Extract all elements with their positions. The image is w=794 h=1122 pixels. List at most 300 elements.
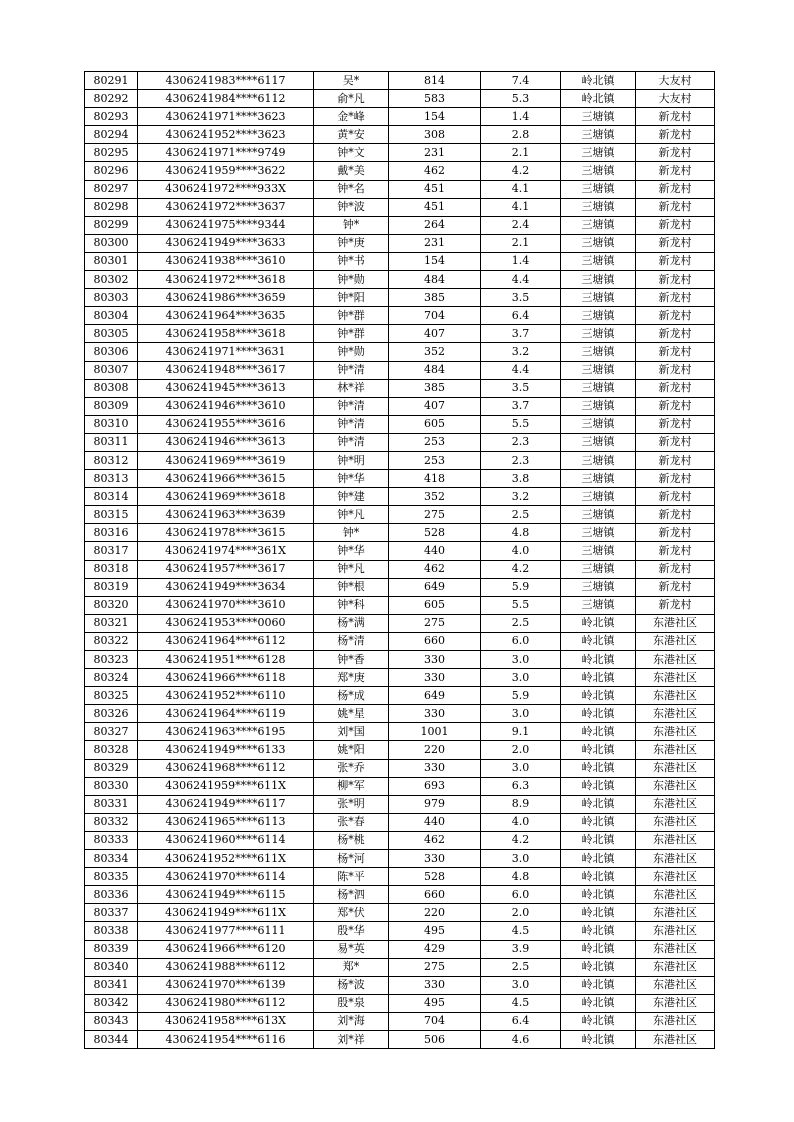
cell-record-number: 80317 bbox=[85, 542, 138, 560]
cell-quantity: 6.0 bbox=[481, 886, 561, 904]
cell-id-number: 4306241969****3618 bbox=[138, 488, 314, 506]
cell-name: 刘*国 bbox=[314, 723, 389, 741]
table-row bbox=[85, 524, 715, 542]
table-row bbox=[85, 72, 715, 90]
data-table bbox=[84, 71, 715, 1049]
table-row bbox=[85, 795, 715, 813]
cell-amount: 528 bbox=[389, 868, 481, 886]
cell-id-number: 4306241949****6117 bbox=[138, 795, 314, 813]
cell-id-number: 4306241966****3615 bbox=[138, 470, 314, 488]
cell-amount: 605 bbox=[389, 415, 481, 433]
cell-village: 新龙村 bbox=[636, 524, 715, 542]
table-row bbox=[85, 886, 715, 904]
cell-id-number: 4306241970****6139 bbox=[138, 976, 314, 994]
cell-quantity: 2.5 bbox=[481, 614, 561, 632]
cell-record-number: 80326 bbox=[85, 705, 138, 723]
cell-amount: 330 bbox=[389, 976, 481, 994]
cell-town: 岭北镇 bbox=[561, 669, 636, 687]
table-row bbox=[85, 180, 715, 198]
table-row bbox=[85, 578, 715, 596]
table-row bbox=[85, 379, 715, 397]
cell-town: 岭北镇 bbox=[561, 940, 636, 958]
cell-town: 岭北镇 bbox=[561, 994, 636, 1012]
cell-village: 大友村 bbox=[636, 90, 715, 108]
cell-id-number: 4306241971****3623 bbox=[138, 108, 314, 126]
cell-village: 新龙村 bbox=[636, 451, 715, 469]
cell-town: 岭北镇 bbox=[561, 614, 636, 632]
table-row bbox=[85, 542, 715, 560]
cell-name: 杨*桃 bbox=[314, 831, 389, 849]
cell-name: 郑*伏 bbox=[314, 904, 389, 922]
table-row bbox=[85, 759, 715, 777]
cell-id-number: 4306241988****6112 bbox=[138, 958, 314, 976]
table-row bbox=[85, 614, 715, 632]
table-row bbox=[85, 632, 715, 650]
cell-record-number: 80344 bbox=[85, 1030, 138, 1048]
cell-name: 柳*军 bbox=[314, 777, 389, 795]
table-row bbox=[85, 198, 715, 216]
cell-town: 三塘镇 bbox=[561, 596, 636, 614]
cell-village: 新龙村 bbox=[636, 433, 715, 451]
cell-id-number: 4306241965****6113 bbox=[138, 813, 314, 831]
cell-town: 岭北镇 bbox=[561, 886, 636, 904]
cell-record-number: 80322 bbox=[85, 632, 138, 650]
table-row bbox=[85, 506, 715, 524]
cell-village: 东港社区 bbox=[636, 850, 715, 868]
cell-town: 三塘镇 bbox=[561, 470, 636, 488]
cell-village: 大友村 bbox=[636, 72, 715, 90]
cell-quantity: 2.1 bbox=[481, 144, 561, 162]
cell-quantity: 7.4 bbox=[481, 72, 561, 90]
cell-village: 新龙村 bbox=[636, 180, 715, 198]
cell-amount: 231 bbox=[389, 234, 481, 252]
cell-name: 郑* bbox=[314, 958, 389, 976]
cell-name: 钟*名 bbox=[314, 180, 389, 198]
cell-id-number: 4306241938****3610 bbox=[138, 252, 314, 270]
cell-record-number: 80338 bbox=[85, 922, 138, 940]
cell-village: 东港社区 bbox=[636, 614, 715, 632]
cell-amount: 253 bbox=[389, 451, 481, 469]
cell-record-number: 80327 bbox=[85, 723, 138, 741]
cell-name: 钟*文 bbox=[314, 144, 389, 162]
cell-quantity: 4.0 bbox=[481, 542, 561, 560]
cell-name: 钟*勋 bbox=[314, 343, 389, 361]
cell-town: 三塘镇 bbox=[561, 180, 636, 198]
cell-village: 新龙村 bbox=[636, 578, 715, 596]
cell-village: 东港社区 bbox=[636, 795, 715, 813]
cell-name: 杨*成 bbox=[314, 687, 389, 705]
cell-amount: 1001 bbox=[389, 723, 481, 741]
cell-record-number: 80300 bbox=[85, 234, 138, 252]
cell-record-number: 80307 bbox=[85, 361, 138, 379]
cell-record-number: 80328 bbox=[85, 741, 138, 759]
cell-village: 新龙村 bbox=[636, 325, 715, 343]
cell-record-number: 80341 bbox=[85, 976, 138, 994]
cell-amount: 407 bbox=[389, 397, 481, 415]
cell-town: 三塘镇 bbox=[561, 397, 636, 415]
cell-name: 吴* bbox=[314, 72, 389, 90]
cell-amount: 154 bbox=[389, 252, 481, 270]
cell-name: 钟*波 bbox=[314, 198, 389, 216]
cell-quantity: 3.8 bbox=[481, 470, 561, 488]
table-row bbox=[85, 958, 715, 976]
cell-village: 新龙村 bbox=[636, 198, 715, 216]
cell-name: 钟*华 bbox=[314, 470, 389, 488]
cell-town: 三塘镇 bbox=[561, 451, 636, 469]
table-row bbox=[85, 325, 715, 343]
cell-quantity: 4.2 bbox=[481, 560, 561, 578]
cell-name: 钟*香 bbox=[314, 651, 389, 669]
cell-record-number: 80308 bbox=[85, 379, 138, 397]
table-body bbox=[85, 72, 715, 1049]
cell-village: 东港社区 bbox=[636, 922, 715, 940]
cell-record-number: 80309 bbox=[85, 397, 138, 415]
cell-town: 岭北镇 bbox=[561, 1012, 636, 1030]
cell-village: 新龙村 bbox=[636, 379, 715, 397]
cell-village: 东港社区 bbox=[636, 723, 715, 741]
cell-name: 殷*泉 bbox=[314, 994, 389, 1012]
table-row bbox=[85, 108, 715, 126]
cell-amount: 253 bbox=[389, 433, 481, 451]
table-row bbox=[85, 831, 715, 849]
cell-town: 三塘镇 bbox=[561, 379, 636, 397]
cell-village: 东港社区 bbox=[636, 741, 715, 759]
cell-record-number: 80296 bbox=[85, 162, 138, 180]
cell-id-number: 4306241949****6133 bbox=[138, 741, 314, 759]
cell-id-number: 4306241958****613X bbox=[138, 1012, 314, 1030]
cell-village: 东港社区 bbox=[636, 831, 715, 849]
cell-name: 钟*阳 bbox=[314, 289, 389, 307]
cell-quantity: 4.5 bbox=[481, 922, 561, 940]
cell-record-number: 80303 bbox=[85, 289, 138, 307]
cell-town: 三塘镇 bbox=[561, 216, 636, 234]
table-row bbox=[85, 397, 715, 415]
cell-village: 新龙村 bbox=[636, 397, 715, 415]
cell-town: 岭北镇 bbox=[561, 922, 636, 940]
cell-name: 殷*华 bbox=[314, 922, 389, 940]
cell-name: 戴*美 bbox=[314, 162, 389, 180]
cell-village: 新龙村 bbox=[636, 488, 715, 506]
table-row bbox=[85, 596, 715, 614]
table-row bbox=[85, 343, 715, 361]
cell-town: 岭北镇 bbox=[561, 705, 636, 723]
cell-town: 三塘镇 bbox=[561, 433, 636, 451]
cell-record-number: 80297 bbox=[85, 180, 138, 198]
cell-town: 岭北镇 bbox=[561, 723, 636, 741]
cell-quantity: 4.4 bbox=[481, 361, 561, 379]
cell-record-number: 80310 bbox=[85, 415, 138, 433]
cell-quantity: 4.1 bbox=[481, 198, 561, 216]
cell-name: 杨*满 bbox=[314, 614, 389, 632]
cell-village: 东港社区 bbox=[636, 868, 715, 886]
cell-amount: 462 bbox=[389, 831, 481, 849]
cell-amount: 308 bbox=[389, 126, 481, 144]
cell-name: 钟*清 bbox=[314, 433, 389, 451]
cell-id-number: 4306241952****611X bbox=[138, 850, 314, 868]
cell-town: 三塘镇 bbox=[561, 506, 636, 524]
table-row bbox=[85, 1012, 715, 1030]
cell-record-number: 80292 bbox=[85, 90, 138, 108]
cell-town: 岭北镇 bbox=[561, 831, 636, 849]
cell-village: 新龙村 bbox=[636, 560, 715, 578]
cell-id-number: 4306241952****3623 bbox=[138, 126, 314, 144]
cell-town: 三塘镇 bbox=[561, 108, 636, 126]
cell-record-number: 80323 bbox=[85, 651, 138, 669]
cell-name: 钟*群 bbox=[314, 307, 389, 325]
cell-village: 东港社区 bbox=[636, 904, 715, 922]
cell-id-number: 4306241971****9749 bbox=[138, 144, 314, 162]
cell-id-number: 4306241972****3618 bbox=[138, 271, 314, 289]
cell-amount: 385 bbox=[389, 289, 481, 307]
cell-town: 岭北镇 bbox=[561, 868, 636, 886]
table-row bbox=[85, 868, 715, 886]
cell-record-number: 80334 bbox=[85, 850, 138, 868]
cell-id-number: 4306241949****6115 bbox=[138, 886, 314, 904]
cell-town: 岭北镇 bbox=[561, 850, 636, 868]
cell-amount: 275 bbox=[389, 958, 481, 976]
cell-amount: 704 bbox=[389, 1012, 481, 1030]
cell-name: 钟* bbox=[314, 524, 389, 542]
cell-id-number: 4306241951****6128 bbox=[138, 651, 314, 669]
cell-quantity: 2.5 bbox=[481, 506, 561, 524]
cell-quantity: 9.1 bbox=[481, 723, 561, 741]
cell-quantity: 4.6 bbox=[481, 1030, 561, 1048]
table-row bbox=[85, 415, 715, 433]
table-row bbox=[85, 144, 715, 162]
cell-village: 新龙村 bbox=[636, 162, 715, 180]
cell-amount: 605 bbox=[389, 596, 481, 614]
table-row bbox=[85, 488, 715, 506]
cell-record-number: 80298 bbox=[85, 198, 138, 216]
cell-id-number: 4306241955****3616 bbox=[138, 415, 314, 433]
cell-town: 三塘镇 bbox=[561, 488, 636, 506]
cell-name: 黄*安 bbox=[314, 126, 389, 144]
cell-amount: 979 bbox=[389, 795, 481, 813]
cell-amount: 220 bbox=[389, 904, 481, 922]
table-row bbox=[85, 904, 715, 922]
cell-name: 张*春 bbox=[314, 813, 389, 831]
cell-quantity: 3.0 bbox=[481, 976, 561, 994]
table-row bbox=[85, 651, 715, 669]
cell-amount: 451 bbox=[389, 198, 481, 216]
cell-quantity: 2.5 bbox=[481, 958, 561, 976]
cell-amount: 330 bbox=[389, 669, 481, 687]
cell-town: 三塘镇 bbox=[561, 198, 636, 216]
cell-record-number: 80343 bbox=[85, 1012, 138, 1030]
cell-record-number: 80339 bbox=[85, 940, 138, 958]
cell-quantity: 3.2 bbox=[481, 343, 561, 361]
cell-record-number: 80324 bbox=[85, 669, 138, 687]
cell-village: 东港社区 bbox=[636, 759, 715, 777]
cell-id-number: 4306241959****611X bbox=[138, 777, 314, 795]
cell-quantity: 4.1 bbox=[481, 180, 561, 198]
cell-amount: 275 bbox=[389, 614, 481, 632]
cell-village: 东港社区 bbox=[636, 994, 715, 1012]
table-row bbox=[85, 252, 715, 270]
cell-id-number: 4306241949****3634 bbox=[138, 578, 314, 596]
cell-id-number: 4306241949****3633 bbox=[138, 234, 314, 252]
table-row bbox=[85, 994, 715, 1012]
cell-amount: 407 bbox=[389, 325, 481, 343]
cell-village: 东港社区 bbox=[636, 777, 715, 795]
cell-record-number: 80319 bbox=[85, 578, 138, 596]
cell-quantity: 4.2 bbox=[481, 831, 561, 849]
cell-id-number: 4306241970****6114 bbox=[138, 868, 314, 886]
cell-id-number: 4306241969****3619 bbox=[138, 451, 314, 469]
table-row bbox=[85, 669, 715, 687]
cell-record-number: 80299 bbox=[85, 216, 138, 234]
cell-id-number: 4306241970****3610 bbox=[138, 596, 314, 614]
cell-quantity: 3.0 bbox=[481, 850, 561, 868]
cell-amount: 704 bbox=[389, 307, 481, 325]
cell-quantity: 2.8 bbox=[481, 126, 561, 144]
cell-record-number: 80294 bbox=[85, 126, 138, 144]
cell-quantity: 2.3 bbox=[481, 451, 561, 469]
cell-town: 岭北镇 bbox=[561, 777, 636, 795]
cell-id-number: 4306241986****3659 bbox=[138, 289, 314, 307]
table-row bbox=[85, 922, 715, 940]
cell-town: 三塘镇 bbox=[561, 560, 636, 578]
cell-id-number: 4306241953****0060 bbox=[138, 614, 314, 632]
cell-name: 陈*平 bbox=[314, 868, 389, 886]
cell-town: 三塘镇 bbox=[561, 271, 636, 289]
cell-name: 姚*阳 bbox=[314, 741, 389, 759]
cell-village: 东港社区 bbox=[636, 651, 715, 669]
cell-record-number: 80312 bbox=[85, 451, 138, 469]
cell-record-number: 80340 bbox=[85, 958, 138, 976]
cell-amount: 330 bbox=[389, 759, 481, 777]
cell-record-number: 80291 bbox=[85, 72, 138, 90]
cell-record-number: 80305 bbox=[85, 325, 138, 343]
cell-quantity: 3.9 bbox=[481, 940, 561, 958]
cell-name: 易*英 bbox=[314, 940, 389, 958]
cell-town: 岭北镇 bbox=[561, 90, 636, 108]
cell-town: 三塘镇 bbox=[561, 542, 636, 560]
cell-amount: 528 bbox=[389, 524, 481, 542]
table-row bbox=[85, 234, 715, 252]
cell-amount: 330 bbox=[389, 850, 481, 868]
cell-village: 新龙村 bbox=[636, 506, 715, 524]
cell-amount: 660 bbox=[389, 886, 481, 904]
cell-town: 岭北镇 bbox=[561, 958, 636, 976]
table-row bbox=[85, 451, 715, 469]
cell-village: 新龙村 bbox=[636, 144, 715, 162]
cell-town: 三塘镇 bbox=[561, 524, 636, 542]
cell-record-number: 80318 bbox=[85, 560, 138, 578]
cell-amount: 814 bbox=[389, 72, 481, 90]
cell-record-number: 80293 bbox=[85, 108, 138, 126]
cell-town: 岭北镇 bbox=[561, 687, 636, 705]
cell-amount: 506 bbox=[389, 1030, 481, 1048]
cell-quantity: 1.4 bbox=[481, 252, 561, 270]
cell-village: 东港社区 bbox=[636, 958, 715, 976]
cell-id-number: 4306241972****3637 bbox=[138, 198, 314, 216]
cell-name: 钟*科 bbox=[314, 596, 389, 614]
cell-name: 刘*海 bbox=[314, 1012, 389, 1030]
cell-quantity: 3.7 bbox=[481, 397, 561, 415]
cell-quantity: 2.4 bbox=[481, 216, 561, 234]
cell-village: 东港社区 bbox=[636, 1012, 715, 1030]
cell-name: 钟*清 bbox=[314, 397, 389, 415]
cell-id-number: 4306241966****6118 bbox=[138, 669, 314, 687]
table-row bbox=[85, 216, 715, 234]
cell-amount: 264 bbox=[389, 216, 481, 234]
table-row bbox=[85, 850, 715, 868]
cell-village: 东港社区 bbox=[636, 813, 715, 831]
cell-amount: 429 bbox=[389, 940, 481, 958]
cell-amount: 440 bbox=[389, 813, 481, 831]
cell-village: 东港社区 bbox=[636, 687, 715, 705]
table-row bbox=[85, 470, 715, 488]
cell-quantity: 4.8 bbox=[481, 524, 561, 542]
cell-town: 岭北镇 bbox=[561, 741, 636, 759]
cell-town: 三塘镇 bbox=[561, 144, 636, 162]
cell-amount: 220 bbox=[389, 741, 481, 759]
cell-id-number: 4306241960****6114 bbox=[138, 831, 314, 849]
cell-id-number: 4306241963****6195 bbox=[138, 723, 314, 741]
cell-id-number: 4306241946****3610 bbox=[138, 397, 314, 415]
cell-id-number: 4306241964****3635 bbox=[138, 307, 314, 325]
cell-village: 新龙村 bbox=[636, 289, 715, 307]
cell-name: 姚*星 bbox=[314, 705, 389, 723]
cell-village: 东港社区 bbox=[636, 940, 715, 958]
cell-quantity: 3.0 bbox=[481, 759, 561, 777]
cell-amount: 275 bbox=[389, 506, 481, 524]
cell-village: 新龙村 bbox=[636, 234, 715, 252]
cell-quantity: 3.0 bbox=[481, 705, 561, 723]
cell-town: 岭北镇 bbox=[561, 72, 636, 90]
cell-amount: 649 bbox=[389, 578, 481, 596]
table-row bbox=[85, 560, 715, 578]
cell-name: 钟*清 bbox=[314, 415, 389, 433]
cell-town: 岭北镇 bbox=[561, 1030, 636, 1048]
cell-town: 岭北镇 bbox=[561, 813, 636, 831]
cell-amount: 385 bbox=[389, 379, 481, 397]
cell-record-number: 80315 bbox=[85, 506, 138, 524]
cell-amount: 440 bbox=[389, 542, 481, 560]
cell-name: 钟* bbox=[314, 216, 389, 234]
cell-record-number: 80342 bbox=[85, 994, 138, 1012]
cell-name: 林*祥 bbox=[314, 379, 389, 397]
cell-id-number: 4306241959****3622 bbox=[138, 162, 314, 180]
cell-name: 钟*明 bbox=[314, 451, 389, 469]
cell-record-number: 80336 bbox=[85, 886, 138, 904]
table-row bbox=[85, 813, 715, 831]
cell-town: 岭北镇 bbox=[561, 976, 636, 994]
cell-record-number: 80330 bbox=[85, 777, 138, 795]
table-row bbox=[85, 289, 715, 307]
table-row bbox=[85, 777, 715, 795]
cell-quantity: 6.0 bbox=[481, 632, 561, 650]
cell-quantity: 8.9 bbox=[481, 795, 561, 813]
cell-quantity: 3.0 bbox=[481, 651, 561, 669]
cell-village: 新龙村 bbox=[636, 126, 715, 144]
cell-name: 郑*庚 bbox=[314, 669, 389, 687]
cell-quantity: 6.4 bbox=[481, 307, 561, 325]
cell-id-number: 4306241978****3615 bbox=[138, 524, 314, 542]
cell-town: 三塘镇 bbox=[561, 415, 636, 433]
cell-record-number: 80306 bbox=[85, 343, 138, 361]
table-row bbox=[85, 307, 715, 325]
cell-village: 新龙村 bbox=[636, 596, 715, 614]
cell-amount: 418 bbox=[389, 470, 481, 488]
cell-town: 三塘镇 bbox=[561, 126, 636, 144]
cell-record-number: 80325 bbox=[85, 687, 138, 705]
cell-quantity: 6.4 bbox=[481, 1012, 561, 1030]
table-row bbox=[85, 90, 715, 108]
cell-name: 钟*书 bbox=[314, 252, 389, 270]
cell-quantity: 2.0 bbox=[481, 741, 561, 759]
